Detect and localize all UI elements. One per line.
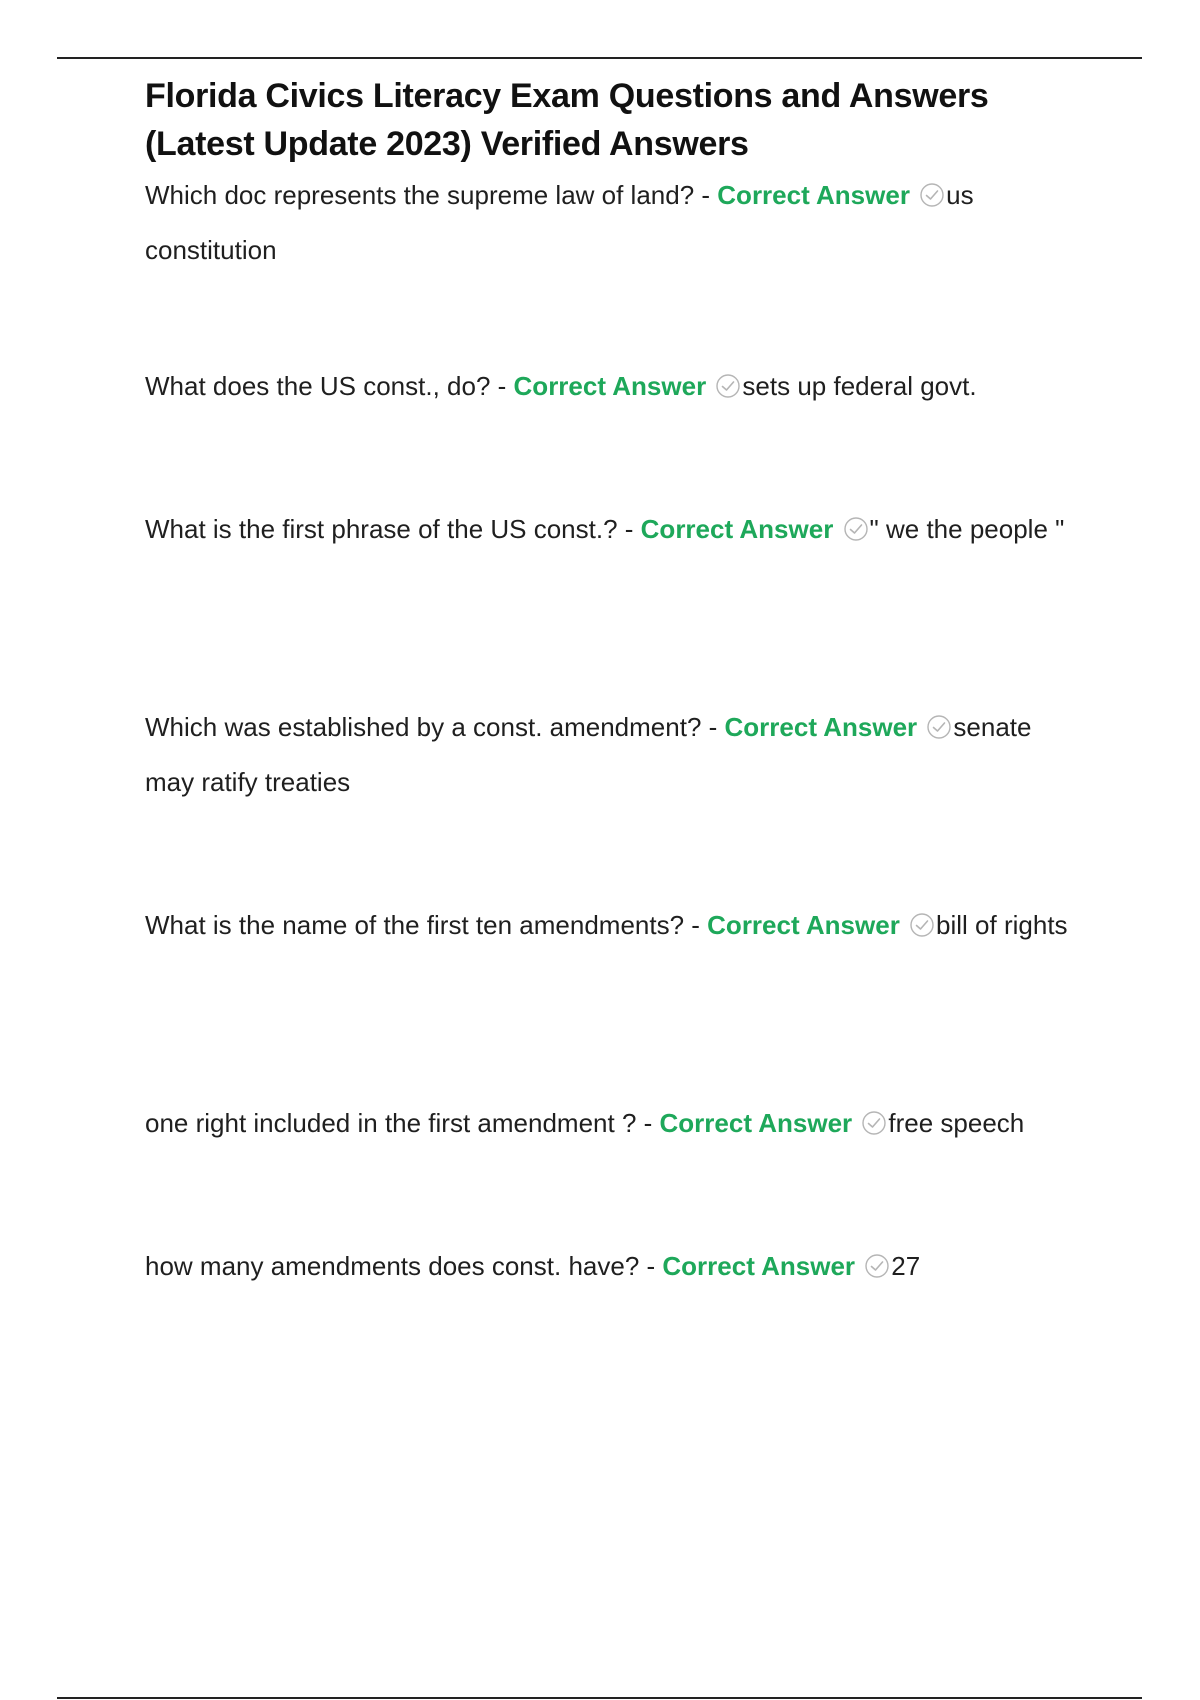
question-text: What is the name of the first ten amendments? - [145, 910, 708, 940]
correct-answer-label: Correct Answer [640, 514, 834, 544]
answer-text: sets up federal govt. [742, 371, 977, 401]
check-circle-icon [926, 714, 952, 740]
question-text: one right included in the first amendment ? - [145, 1108, 660, 1138]
qa-item [145, 359, 977, 414]
question-text: how many amendments does const. have? - [145, 1251, 663, 1281]
qa-item [145, 1096, 1024, 1151]
correct-answer-label: Correct Answer [513, 371, 707, 401]
answer-text: us constitution [145, 180, 974, 265]
correct-answer-label: Correct Answer [662, 1251, 856, 1281]
check-circle-icon [861, 1110, 887, 1136]
question-text: Which doc represents the supreme law of land? - [145, 180, 718, 210]
document-body [145, 72, 1085, 1281]
answer-text: free speech [888, 1108, 1025, 1138]
top-rule [57, 57, 1142, 59]
check-circle-icon [919, 182, 945, 208]
question-text: What is the first phrase of the US const.? - [145, 514, 641, 544]
qa-item [145, 700, 1085, 810]
check-circle-icon [864, 1253, 890, 1279]
check-circle-icon [715, 373, 741, 399]
qa-item [145, 898, 1068, 953]
document-title: Florida Civics Literacy Exam Questions and Answers (Latest Update 2023) Verified Answers [145, 77, 989, 163]
question-text: What does the US const., do? - [145, 371, 514, 401]
question-text: Which was established by a const. amendment? - [145, 712, 725, 742]
answer-text: " we the people " [869, 514, 1065, 544]
bottom-rule [57, 1697, 1142, 1699]
check-circle-icon [909, 912, 935, 938]
answer-text: bill of rights [936, 910, 1068, 940]
correct-answer-label: Correct Answer [724, 712, 918, 742]
correct-answer-label: Correct Answer [707, 910, 900, 940]
qa-item [145, 502, 1064, 557]
qa-item [145, 168, 1085, 278]
answer-text: senate may ratify treaties [145, 712, 1032, 797]
qa-item [145, 1239, 920, 1294]
correct-answer-label: Correct Answer [717, 180, 910, 210]
check-circle-icon [843, 516, 869, 542]
answer-text: 27 [891, 1251, 921, 1281]
correct-answer-label: Correct Answer [659, 1108, 853, 1138]
